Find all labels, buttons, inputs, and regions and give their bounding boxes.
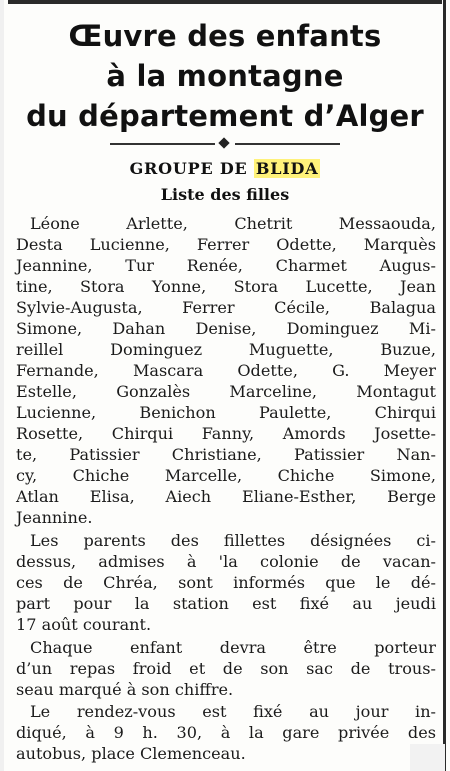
headline-line-1: Œuvre des enfants [68,19,382,53]
text-line: Les parents des fillettes désignées ci- [30,531,436,550]
text-line: Léone Arlette, Chetrit Messaouda, [30,214,436,233]
separator-ornament [110,139,340,149]
separator-line-right [235,143,340,145]
headline-line-2: à la montagne [106,59,344,93]
diamond-icon [218,137,229,148]
text-line: Sylvie-Augusta, Ferrer Cécile, Balagua [16,298,436,317]
text-line: Le rendez-vous est fixé au jour in- [30,702,436,721]
text-line: ces de Chréa, sont informés que le dé- [16,573,436,592]
group-prefix: GROUPE DE [129,159,248,178]
column-rule [443,0,446,771]
text-line: 17 août courant. [16,615,152,634]
text-line: reillel Dominguez Muguette, Buzue, [16,340,436,359]
group-highlight: BLIDA [255,159,319,178]
text-line: Estelle, Gonzalès Marceline, Montagut [16,382,436,401]
text-line: Lucienne, Benichon Paulette, Chirqui [16,403,436,422]
headline-line-3: du département d’Alger [26,99,424,133]
top-rule [8,0,442,4]
text-line: Atlan Elisa, Aiech Eliane-Esther, Berge [16,487,436,506]
text-line: Jeannine, Tur Renée, Charmet Augus- [16,256,436,275]
text-line: autobus, place Clemenceau. [16,744,246,763]
text-line: Simone, Dahan Denise, Dominguez Mi- [16,319,436,338]
text-line: Rosette, Chirqui Fanny, Amords Josette- [16,424,436,443]
list-title: Liste des filles [160,185,290,204]
text-line: tine, Stora Yonne, Stora Lucette, Jean [16,277,436,296]
page-corner-shade [410,744,445,771]
text-line: cy, Chiche Marcelle, Chiche Simone, [16,466,436,485]
text-line: diqué, à 9 h. 30, à la gare privée des [16,723,436,742]
text-line: part pour la station est fixé au jeudi [16,594,436,613]
text-line: Jeannine. [16,508,93,527]
text-line: Desta Lucienne, Ferrer Odette, Marquès [16,235,436,254]
text-line: d’un repas froid et de son sac de trous- [16,659,436,678]
text-line: Fernande, Mascara Odette, G. Meyer [16,361,436,380]
text-line: Chaque enfant devra être porteur [30,638,436,657]
separator-line-left [110,143,215,145]
text-line: dessus, admises à 'la colonie de vacan- [16,552,436,571]
left-edge-shade [0,0,4,771]
group-heading [0,158,450,180]
text-line: seau marqué à son chiffre. [16,680,234,699]
text-line: te, Patissier Christiane, Patissier Nan- [16,445,436,464]
